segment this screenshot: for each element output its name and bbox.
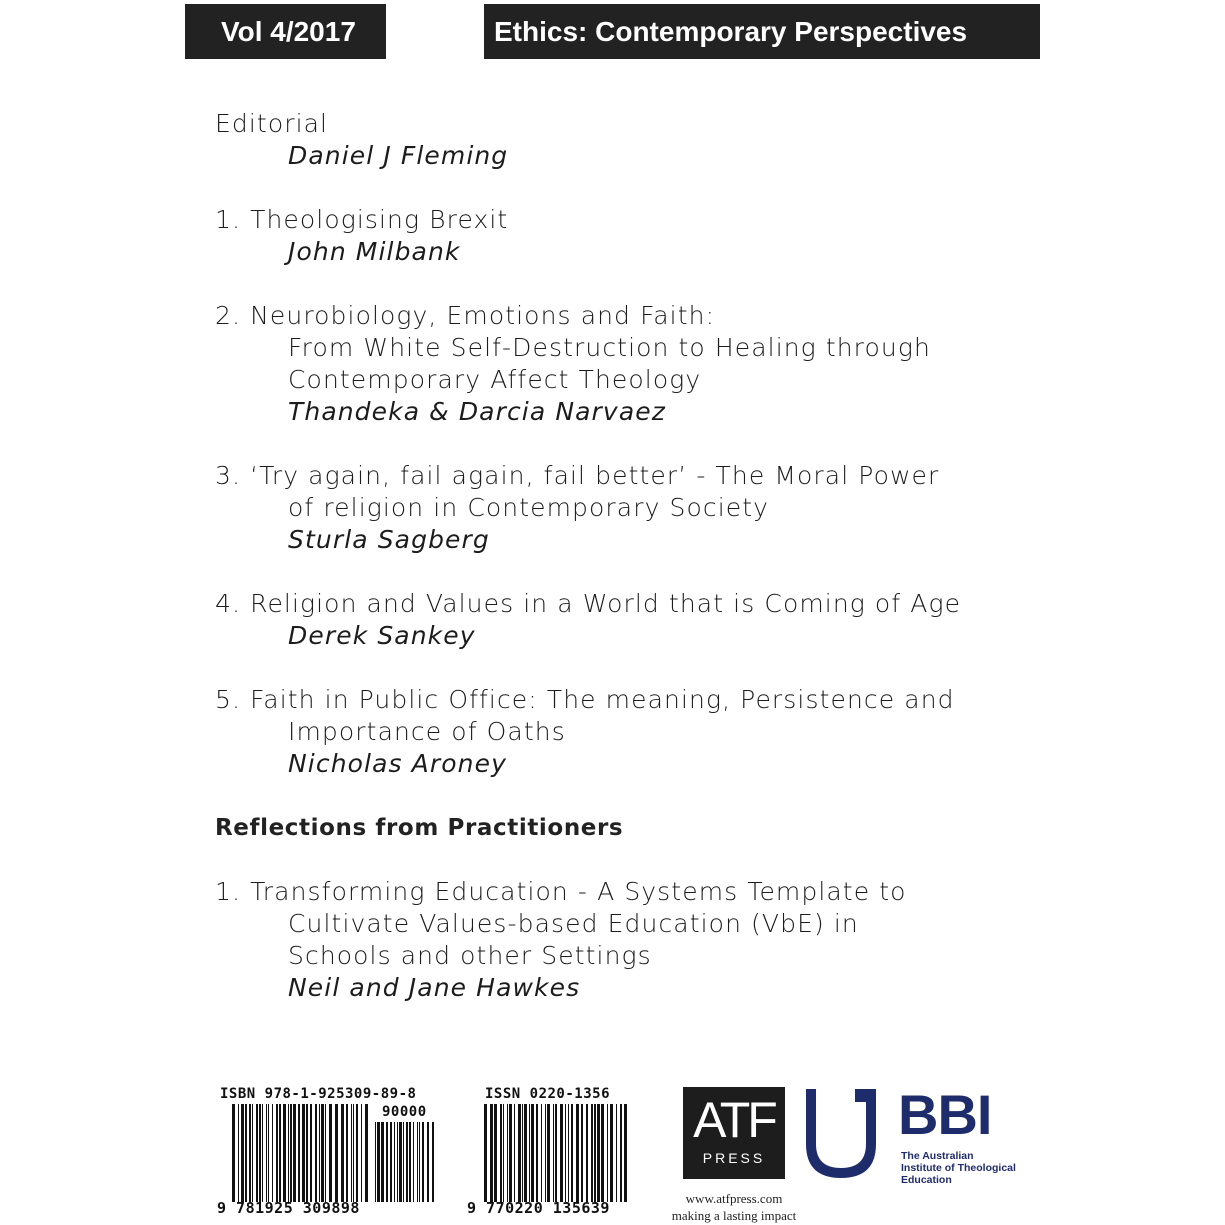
atf-url: www.atfpress.com: [685, 1191, 783, 1206]
toc-entry: [215, 684, 975, 780]
toc-author: Sturla Sagberg: [288, 525, 490, 554]
toc-author: Daniel J Fleming: [288, 141, 509, 170]
atf-tagline: making a lasting impact: [671, 1208, 797, 1223]
barcode-bars: [484, 1104, 630, 1202]
isbn-digits: 9 781925 309898: [217, 1199, 360, 1217]
toc-entry: [215, 588, 975, 652]
atf-mark: ATF: [693, 1092, 775, 1148]
bbi-subtitle: [901, 1150, 1016, 1186]
isbn-label: ISBN 978-1-925309-89-8: [220, 1086, 417, 1102]
toc-title-continued: Cultivate Values-based Education (VbE) in: [288, 909, 859, 938]
atf-press-text: PRESS: [702, 1150, 766, 1166]
issn-digits: 9 770220 135639: [467, 1199, 610, 1217]
volume-label: [185, 4, 386, 59]
toc-author: Neil and Jane Hawkes: [288, 973, 581, 1002]
bbi-logo-text: BBI: [898, 1083, 992, 1146]
toc-title: 5. Faith in Public Office: The meaning, Persistence and: [215, 685, 955, 714]
toc-entry: [215, 204, 975, 268]
bbi-shield-icon: [803, 1086, 879, 1182]
toc-title-continued: of religion in Contemporary Society: [288, 493, 770, 522]
toc-title-continued: Contemporary Affect Theology: [288, 365, 702, 394]
toc-title-continued: Schools and other Settings: [288, 941, 652, 970]
toc-author: Thandeka & Darcia Narvaez: [288, 397, 666, 426]
toc-title-continued: Importance of Oaths: [288, 717, 566, 746]
issn-label: ISSN 0220-1356: [485, 1086, 611, 1102]
toc-author: Derek Sankey: [288, 621, 476, 650]
atf-press-logo: [683, 1087, 785, 1179]
toc-author: John Milbank: [288, 237, 461, 266]
journal-title: [484, 4, 1040, 59]
bbi-subtitle-line: Education: [901, 1174, 952, 1186]
bbi-subtitle-line: The Australian: [901, 1150, 974, 1162]
toc-title-continued: From White Self-Destruction to Healing through: [288, 333, 931, 362]
barcode-addon-bars: [375, 1122, 439, 1202]
toc-entry-editorial: [215, 108, 975, 172]
toc-title: 4. Religion and Values in a World that is Coming of Age: [215, 589, 962, 618]
toc-title: 1. Transforming Education - A Systems Template to: [215, 877, 907, 906]
section-heading-reflections: Reflections from Practitioners: [215, 815, 624, 841]
toc-entry: [215, 876, 975, 1004]
toc-title: Editorial: [215, 109, 329, 138]
isbn-addon: 90000: [382, 1104, 427, 1120]
barcode-bars: [232, 1104, 370, 1202]
toc-author: Nicholas Aroney: [288, 749, 507, 778]
isbn-barcode: [217, 1086, 447, 1216]
journal-title-text: Ethics: Contemporary Perspectives: [494, 15, 968, 47]
toc-title: 2. Neurobiology, Emotions and Faith:: [215, 301, 716, 330]
bbi-subtitle-line: Institute of Theological: [901, 1162, 1016, 1174]
issn-barcode: [467, 1086, 637, 1216]
volume-text: Vol 4/2017: [221, 15, 356, 47]
toc-title: 3. ‘Try again, fail again, fail better’ - The Moral Power: [215, 461, 940, 490]
toc-entry: [215, 460, 975, 556]
toc-entry: [215, 300, 975, 428]
toc-title: 1. Theologising Brexit: [215, 205, 509, 234]
table-of-contents: [215, 108, 975, 1036]
